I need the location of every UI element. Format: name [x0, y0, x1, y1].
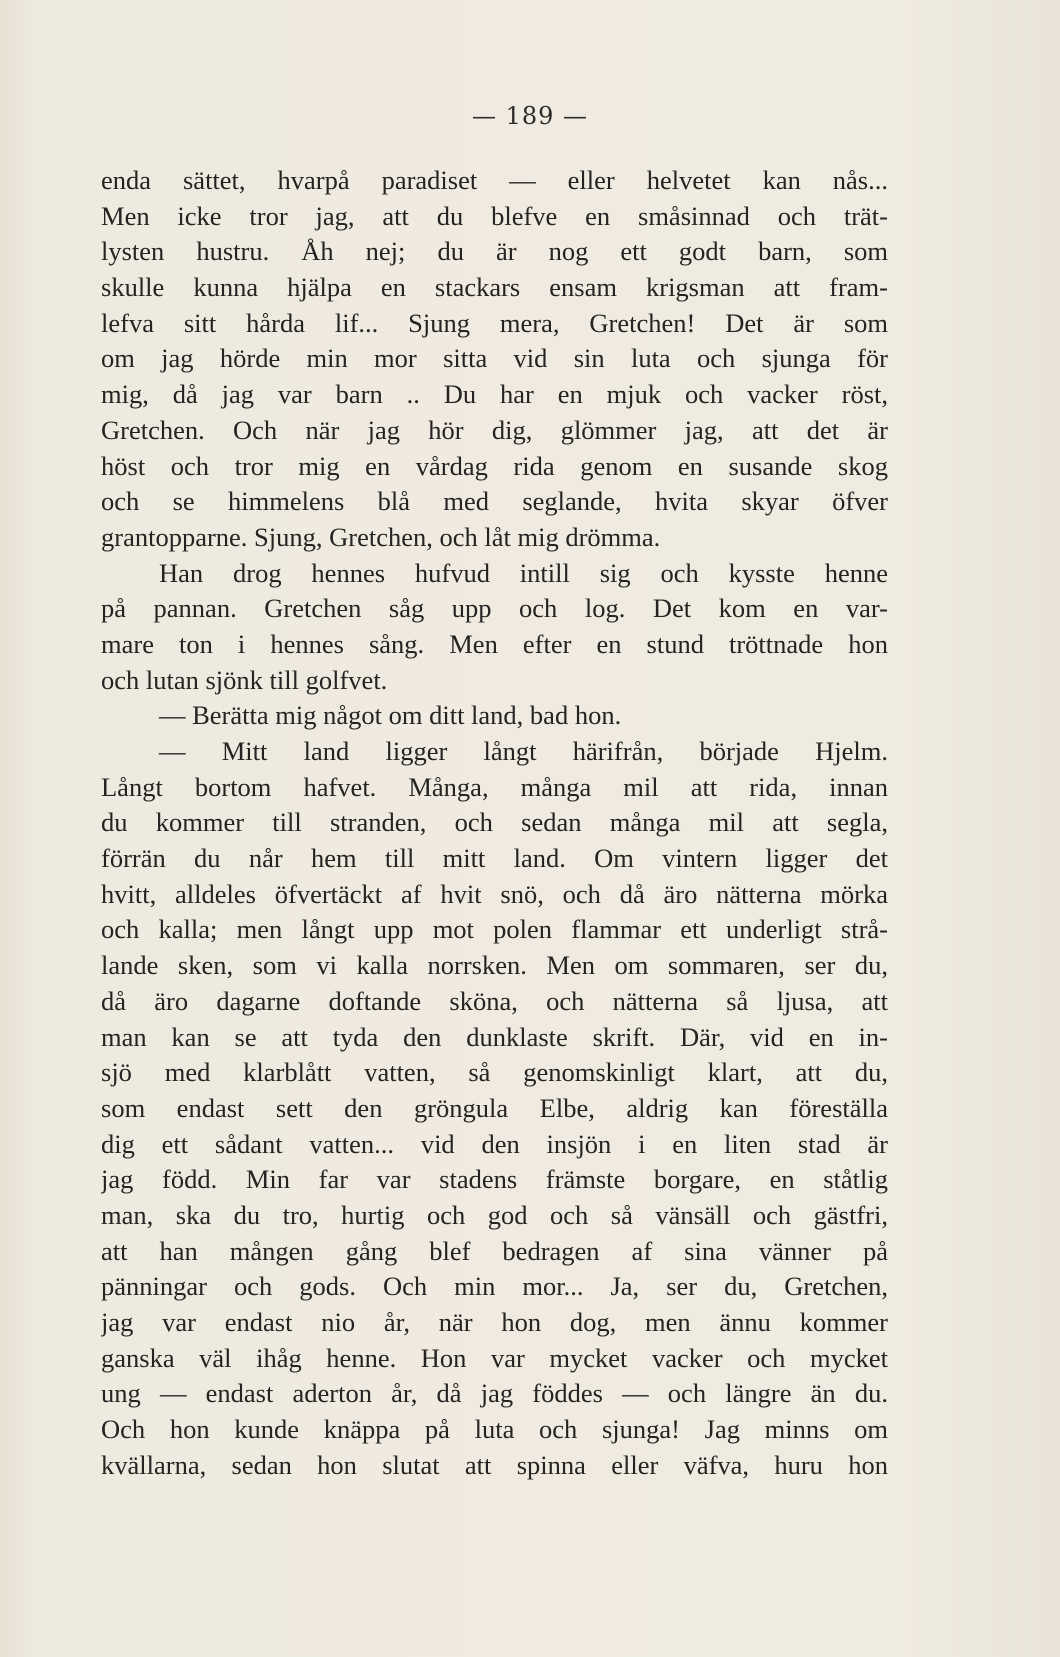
text-line: Han drog hennes hufvud intill sig och kysste henne — [159, 557, 888, 588]
text-line: Och hon kunde knäppa på luta och sjunga! Jag minns om — [101, 1414, 888, 1445]
text-line: lefva sitt hårda lif... Sjung mera, Gretchen! Det är som — [101, 307, 888, 338]
text-line: Långt bortom hafvet. Många, många mil att rida, innan — [101, 771, 888, 802]
text-line: som endast sett den gröngula Elbe, aldrig kan föreställa — [101, 1092, 888, 1123]
text-line: — Berätta mig något om ditt land, bad hon. — [159, 700, 622, 731]
text-line: hvitt, alldeles öfvertäckt af hvit snö, och då äro nätterna mörka — [101, 878, 888, 909]
text-line: jag var endast nio år, när hon dog, men ännu kommer — [101, 1307, 888, 1337]
text-line: pänningar och gods. Och min mor... Ja, ser du, Gretchen, — [101, 1271, 888, 1302]
text-line: grantopparne. Sjung, Gretchen, och låt mig drömma. — [101, 521, 661, 552]
text-line: du kommer till stranden, och sedan många mil att segla, — [101, 807, 888, 838]
text-line: Gretchen. Och när jag hör dig, glömmer jag, att det är — [101, 414, 888, 445]
text-line: enda sättet, hvarpå paradiset — eller helvetet kan nås... — [101, 165, 888, 195]
text-line: att han mången gång blef bedragen af sina vänner på — [101, 1235, 888, 1266]
text-line: dig ett sådant vatten... vid den insjön i en liten stad är — [101, 1128, 888, 1159]
text-line: skulle kunna hjälpa en stackars ensam krigsman att fram- — [101, 272, 888, 303]
body-text — [101, 163, 888, 1483]
text-line: om jag hörde min mor sitta vid sin luta och sjunga för — [101, 343, 888, 374]
text-line: lande sken, som vi kalla norrsken. Men om sommaren, ser du, — [101, 950, 888, 981]
text-line: jag född. Min far var stadens främste borgare, en ståtlig — [101, 1164, 888, 1195]
text-line: mig, då jag var barn .. Du har en mjuk och vacker röst, — [101, 379, 888, 410]
text-line: Men icke tror jag, att du blefve en småsinnad och trät- — [101, 200, 888, 231]
text-line: sjö med klarblått vatten, så genomskinligt klart, att du, — [101, 1057, 888, 1088]
text-line: och lutan sjönk till golfvet. — [101, 664, 388, 695]
text-line: ung — endast aderton år, då jag föddes — och längre än du. — [101, 1378, 888, 1409]
text-line: man, ska du tro, hurtig och god och så vänsäll och gästfri, — [101, 1199, 888, 1230]
text-line: höst och tror mig en vårdag rida genom en susande skog — [101, 450, 888, 481]
page-number: — 189 — — [471, 102, 589, 130]
text-line: kvällarna, sedan hon slutat att spinna eller väfva, huru hon — [101, 1449, 888, 1480]
text-line: — Mitt land ligger långt härifrån, började Hjelm. — [159, 736, 888, 766]
text-line: och kalla; men långt upp mot polen flammar ett underligt strå- — [101, 914, 888, 945]
text-line: och se himmelens blå med seglande, hvita skyar öfver — [101, 486, 888, 517]
text-line: man kan se att tyda den dunklaste skrift. Där, vid en in- — [101, 1021, 888, 1052]
text-line: då äro dagarne doftande sköna, och nätterna så ljusa, att — [101, 985, 888, 1016]
text-line: på pannan. Gretchen såg upp och log. Det kom en var- — [101, 593, 888, 624]
text-line: ganska väl ihåg henne. Hon var mycket vacker och mycket — [101, 1342, 888, 1373]
text-line: mare ton i hennes sång. Men efter en stund tröttnade hon — [101, 628, 888, 659]
text-line: förrän du når hem till mitt land. Om vintern ligger det — [101, 843, 888, 874]
text-line: lysten hustru. Åh nej; du är nog ett godt barn, som — [101, 236, 888, 267]
